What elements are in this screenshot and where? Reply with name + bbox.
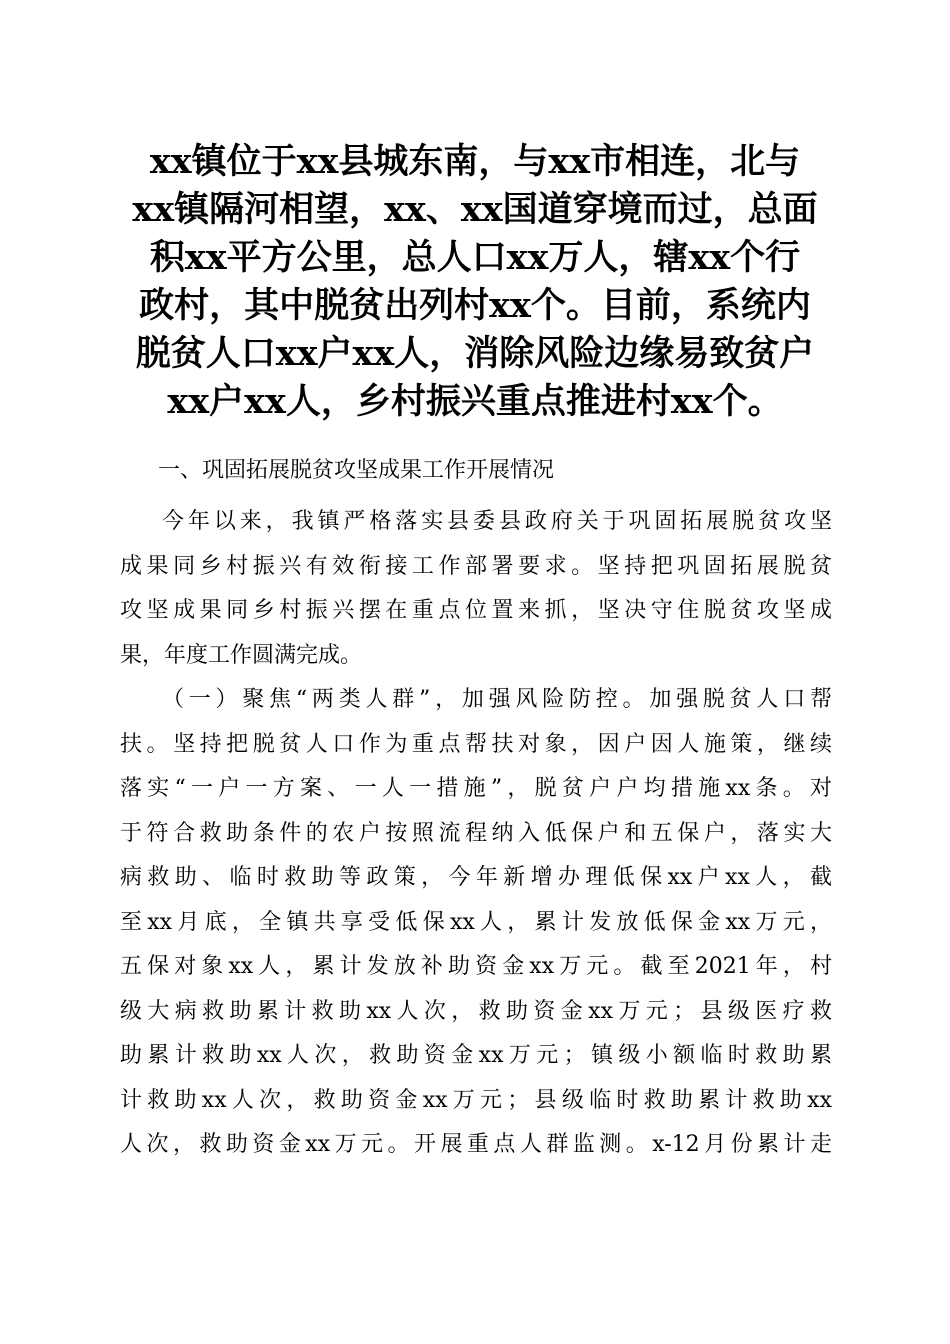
title-line: xx镇位于xx县城东南，与xx市相连，北与 (149, 141, 801, 182)
paragraph-line: 于符合救助条件的农户按照流程纳入低保户和五保户，落实大 (120, 820, 832, 846)
paragraph-line: 至xx月底，全镇共享受低保xx人，累计发放低保金xx万元， (120, 909, 832, 935)
title-line: 积xx平方公里，总人口xx万人，辖xx个行 (149, 237, 801, 278)
title-line: 政村，其中脱贫出列村xx个。目前，系统内 (139, 285, 811, 326)
paragraph-line: 五保对象xx人，累计发放补助资金xx万元。截至2021年，村 (120, 954, 832, 979)
title-line: xx镇隔河相望，xx、xx国道穿境而过，总面 (132, 189, 818, 230)
paragraph-line: 攻坚成果同乡村振兴摆在重点位置来抓，坚决守住脱贫攻坚成 (120, 598, 832, 623)
title-line: 脱贫人口xx户xx人，消除风险边缘易致贫户 (135, 333, 815, 374)
paragraph-line: 落实“一户一方案、一人一措施”，脱贫户户均措施xx条。对 (120, 776, 832, 801)
paragraph-line: 病救助、临时救助等政策，今年新增办理低保xx户xx人，截 (120, 865, 832, 890)
paragraph-line: 级大病救助累计救助xx人次，救助资金xx万元；县级医疗救 (120, 998, 832, 1024)
paragraph-line: 扶。坚持把脱贫人口作为重点帮扶对象，因户因人施策，继续 (120, 731, 832, 757)
paragraph-line: （一）聚焦“两类人群”，加强风险防控。加强脱贫人口帮 (162, 687, 832, 712)
paragraph-line: 今年以来，我镇严格落实县委县政府关于巩固拓展脱贫攻坚 (162, 509, 832, 534)
paragraph-overview (120, 500, 832, 678)
paragraph-line: 助累计救助xx人次，救助资金xx万元；镇级小额临时救助累 (120, 1043, 832, 1068)
paragraph-two-groups (120, 678, 832, 1168)
document-title (112, 138, 838, 426)
paragraph-line: 果，年度工作圆满完成。 (120, 642, 363, 668)
body-text (120, 500, 832, 1168)
title-line: xx户xx人，乡村振兴重点推进村xx个。 (167, 381, 783, 422)
section-heading: 一、巩固拓展脱贫攻坚成果工作开展情况 (158, 458, 555, 483)
paragraph-line: 人次，救助资金xx万元。开展重点人群监测。x-12月份累计走 (120, 1132, 832, 1157)
paragraph-line: 计救助xx人次，救助资金xx万元；县级临时救助累计救助xx (120, 1087, 832, 1113)
paragraph-line: 成果同乡村振兴有效衔接工作部署要求。坚持把巩固拓展脱贫 (120, 553, 832, 579)
